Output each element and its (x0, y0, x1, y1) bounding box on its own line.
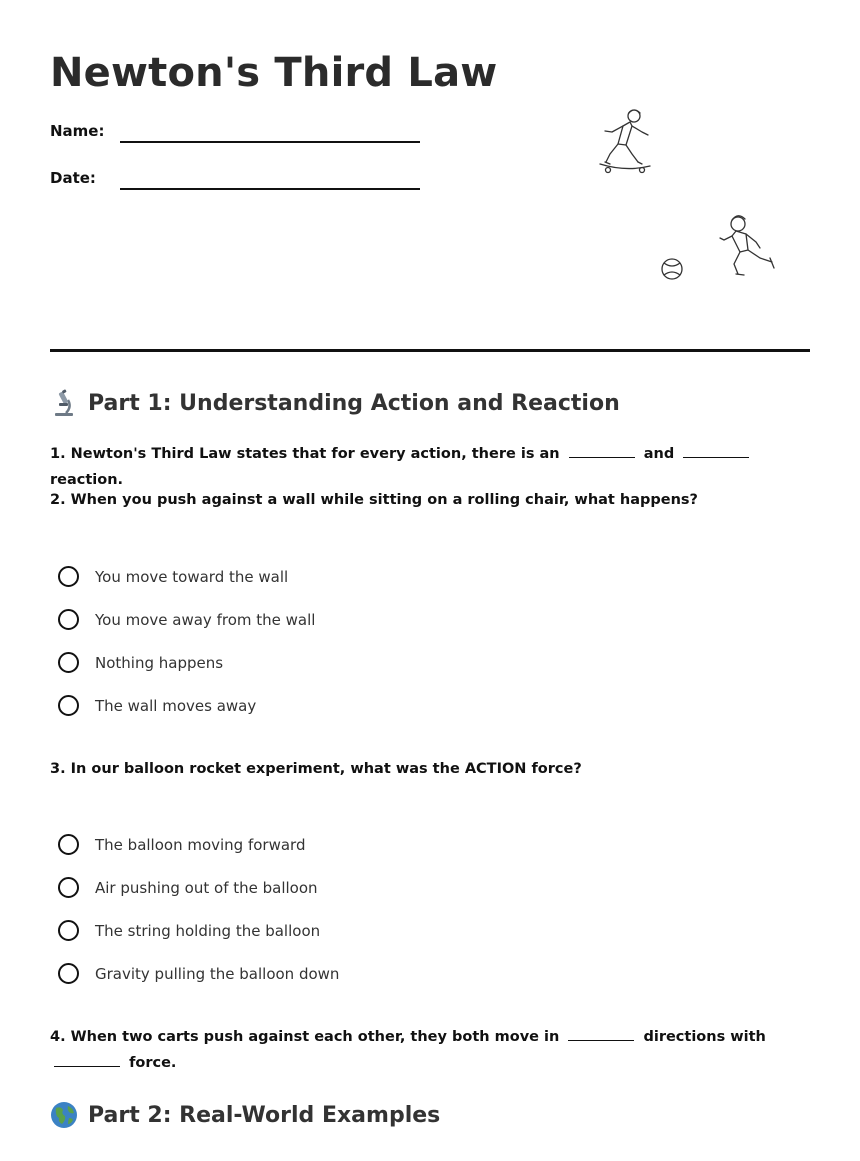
question-4-blank-2[interactable] (54, 1052, 120, 1067)
question-1-blank-1[interactable] (569, 443, 635, 458)
question-3-option[interactable] (58, 823, 339, 866)
radio-button[interactable] (58, 834, 79, 855)
radio-button[interactable] (58, 566, 79, 587)
question-4-suffix: force. (129, 1055, 177, 1071)
date-answer-line[interactable] (120, 188, 420, 190)
question-4-blank-1[interactable] (568, 1026, 634, 1041)
skateboarder-illustration (596, 104, 660, 180)
question-2: 2. When you push against a wall while sitting on a rolling chair, what happens? (50, 492, 698, 508)
radio-button[interactable] (58, 963, 79, 984)
option-label: The string holding the balloon (95, 921, 321, 940)
globe-icon (50, 1101, 78, 1129)
part1-heading (50, 389, 620, 417)
question-4-middle: directions with (643, 1029, 766, 1045)
option-label: You move away from the wall (95, 610, 316, 629)
question-2-option[interactable] (58, 555, 315, 598)
name-label: Name: (50, 122, 105, 140)
question-1-middle: and (643, 446, 675, 462)
worksheet-title: Newton's Third Law (50, 50, 498, 96)
radio-button[interactable] (58, 695, 79, 716)
part2-heading (50, 1101, 440, 1129)
date-label: Date: (50, 169, 96, 187)
part2-heading-text: Part 2: Real-World Examples (88, 1102, 441, 1128)
question-2-option[interactable] (58, 641, 315, 684)
question-1-prefix: 1. Newton's Third Law states that for every action, there is an (50, 446, 560, 462)
question-4-prefix: 4. When two carts push against each other, they both move in (50, 1029, 560, 1045)
question-4 (50, 1024, 790, 1076)
option-label: You move toward the wall (95, 567, 289, 586)
microscope-icon (50, 389, 78, 417)
question-1-blank-2[interactable] (683, 443, 749, 458)
option-label: Gravity pulling the balloon down (95, 964, 340, 983)
part1-heading-text: Part 1: Understanding Action and Reaction (88, 390, 620, 416)
question-2-option[interactable] (58, 598, 315, 641)
option-label: Air pushing out of the balloon (95, 878, 318, 897)
header-divider (50, 349, 810, 352)
question-3-option[interactable] (58, 909, 339, 952)
question-2-option[interactable] (58, 684, 315, 727)
option-label: The wall moves away (95, 696, 257, 715)
name-field[interactable] (50, 122, 430, 152)
question-3: 3. In our balloon rocket experiment, what was the ACTION force? (50, 761, 582, 777)
option-label: The balloon moving forward (95, 835, 306, 854)
question-3-options (58, 823, 339, 995)
question-1-suffix: reaction. (50, 472, 124, 488)
question-3-option[interactable] (58, 952, 339, 995)
boy-kicking-ball-illustration (656, 208, 780, 284)
radio-button[interactable] (58, 877, 79, 898)
question-2-options (58, 555, 315, 727)
radio-button[interactable] (58, 609, 79, 630)
name-answer-line[interactable] (120, 141, 420, 143)
radio-button[interactable] (58, 652, 79, 673)
radio-button[interactable] (58, 920, 79, 941)
date-field[interactable] (50, 169, 430, 199)
question-3-option[interactable] (58, 866, 339, 909)
option-label: Nothing happens (95, 653, 224, 672)
question-1 (50, 441, 790, 493)
